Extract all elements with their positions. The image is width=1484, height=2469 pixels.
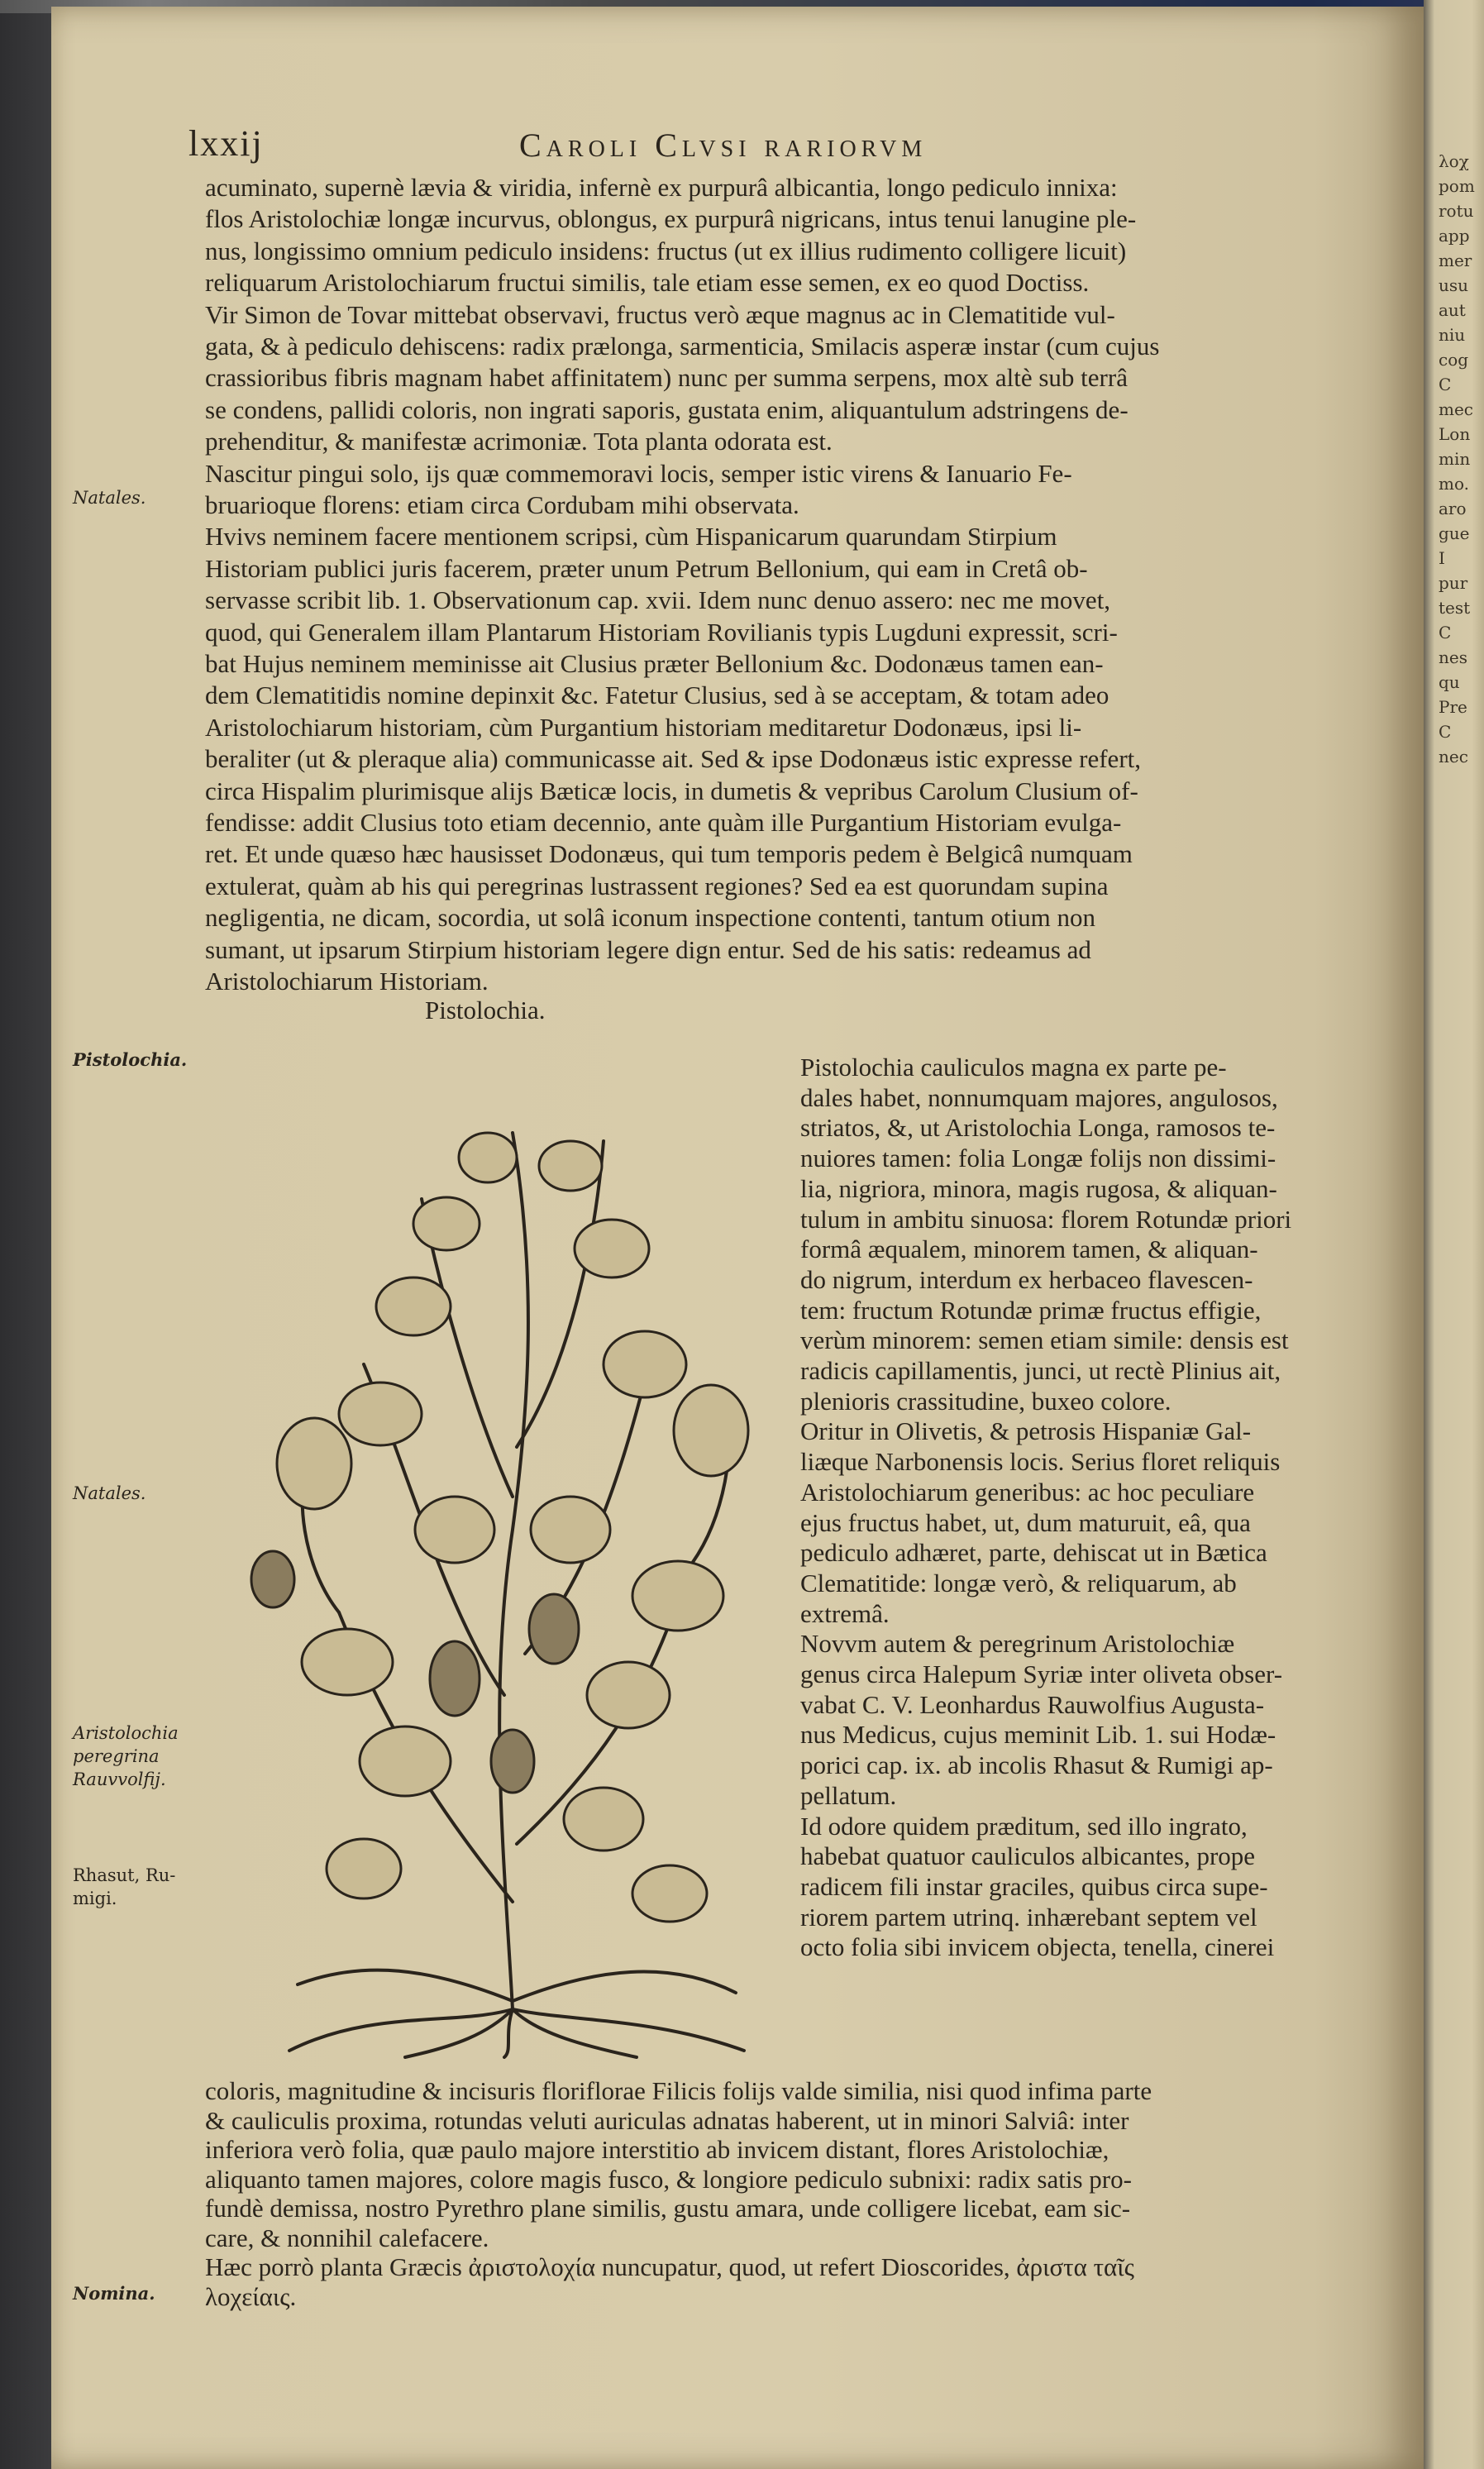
facing-page-fragment: Lon	[1439, 424, 1471, 444]
facing-page-fragment: C	[1439, 623, 1452, 642]
facing-page-fragment: pur	[1439, 573, 1468, 593]
margin-note-pistolochia: Pistolochia.	[73, 1049, 188, 1070]
text-line: Oritur in Olivetis, & petrosis Hispaniæ Gal-	[800, 1416, 1252, 1446]
text-line: Novvm autem & peregrinum Aristolochiæ	[800, 1629, 1235, 1659]
text-line: & cauliculis proxima, rotundas veluti auriculas adnatas haberent, ut in minori Salviâ: inter	[205, 2105, 1129, 2135]
text-line: radicem fili instar graciles, quibus circa supe-	[800, 1871, 1268, 1901]
text-line: dales habet, nonnumquam majores, angulosos,	[800, 1082, 1278, 1112]
text-line: gata, & à pediculo dehiscens: radix prælonga, sarmenticia, Smilacis asperæ instar (cum cujus	[205, 332, 1160, 361]
facing-page-fragment: I	[1439, 548, 1445, 568]
text-line: genus circa Halepum Syriæ inter oliveta obser-	[800, 1660, 1283, 1688]
text-line: habebat quatuor cauliculos albicantes, prope	[800, 1841, 1256, 1871]
facing-page-fragment: gue	[1439, 523, 1470, 543]
text-line: Aristolochiarum Historiam.	[205, 967, 489, 996]
text-line: fendisse: addit Clusius toto etiam decennio, ante quàm ille Purgantium Historiam evulga-	[205, 808, 1122, 837]
margin-note-line: peregrina	[73, 1746, 160, 1766]
text-line: do nigrum, interdum ex herbaceo flavescen-	[800, 1264, 1253, 1294]
text-line: radicis capillamentis, junci, ut rectè Plinius ait,	[800, 1356, 1281, 1385]
facing-page-fragment: cog	[1439, 350, 1469, 370]
margin-note-line: Aristolochia	[73, 1723, 179, 1743]
facing-page-fragment: rotu	[1439, 201, 1474, 221]
facing-page-fragment: nec	[1439, 747, 1468, 766]
text-line: Aristolochiarum historiam, cùm Purgantium historiam meditaretur Dodonæus, ipsi li-	[205, 712, 1082, 742]
facing-page-fragment: usu	[1439, 275, 1469, 295]
text-line: acuminato, supernè lævia & viridia, infernè ex purpurâ albicantia, longo pediculo innixa:	[205, 173, 1118, 202]
text-line: nus Medicus, cujus meminit Lib. 1. sui Hodæ-	[800, 1720, 1276, 1750]
text-line: Pistolochia cauliculos magna ex parte pe-	[800, 1053, 1227, 1082]
text-line: porici cap. ix. ab incolis Rhasut & Rumigi ap-	[800, 1750, 1273, 1780]
facing-page-fragment: mer	[1439, 251, 1472, 270]
text-line: pellatum.	[800, 1780, 897, 1810]
facing-page-fragment: pom	[1439, 176, 1475, 196]
text-line: λοχείαις.	[205, 2281, 297, 2311]
text-line: care, & nonnihil calefacere.	[205, 2223, 489, 2252]
text-line: prehenditur, & manifestæ acrimoniæ. Tota planta odorata est.	[205, 427, 833, 456]
facing-page-fragment: aro	[1439, 499, 1467, 518]
facing-page-fragment: niu	[1439, 325, 1466, 345]
margin-note-natales: Natales.	[73, 488, 146, 508]
text-line: Historiam publici juris facerem, præter unum Petrum Bellonium, qui eam in Cretâ ob-	[205, 553, 1088, 583]
margin-note-line: migi.	[73, 1889, 117, 1908]
text-line: dem Clematitidis nomine depinxit &c. Fatetur Clusius, sed à se acceptam, & totam adeo	[205, 681, 1109, 710]
running-title: Caroli Clvsi rariorvm	[519, 127, 928, 164]
margin-note-line: Rauvvolfij.	[73, 1769, 166, 1789]
figure-caption: Pistolochia.	[425, 996, 546, 1024]
facing-page-fragment: Pre	[1439, 697, 1467, 717]
text-line: aliquanto tamen majores, colore magis fusco, & longiore pediculo subnixi: radix satis pro-	[205, 2164, 1132, 2194]
facing-page-fragment: min	[1439, 449, 1471, 469]
text-line: sumant, ut ipsarum Stirpium historiam legere dign entur. Sed de his satis: redeamus ad	[205, 934, 1091, 964]
text-line: octo folia sibi invicem objecta, tenella, cinerei	[800, 1932, 1275, 1962]
text-line: extremâ.	[800, 1598, 890, 1628]
text-line: bruarioque florens: etiam circa Cordubam mihi observata.	[205, 490, 799, 519]
facing-page-fragment: C	[1439, 722, 1452, 742]
text-line: Vir Simon de Tovar mittebat observavi, fructus verò æque magnus ac in Clematitide vul-	[205, 299, 1115, 329]
facing-page-fragment: mec	[1439, 399, 1474, 419]
text-line: verùm minorem: semen etiam simile: densis est	[800, 1325, 1289, 1355]
text-line: negligentia, ne dicam, socordia, ut solâ iconum inspectione contenti, tantum otium non	[205, 903, 1096, 933]
text-line: se condens, pallidi coloris, non ingrati saporis, gustata enim, aliquantulum adstringens de-	[205, 394, 1129, 424]
text-line: pediculo adhæret, parte, dehiscat ut in Bætica	[800, 1538, 1267, 1568]
text-line: ejus fructus habet, ut, dum maturuit, eâ, qua	[800, 1507, 1251, 1537]
margin-note-line: Rhasut, Ru-	[73, 1865, 176, 1885]
text-line: fundè demissa, nostro Pyrethro plane similis, gustu amara, unde colligere licebat, eam sic-	[205, 2194, 1131, 2223]
facing-page-fragment: test	[1439, 598, 1471, 618]
text-line: lia, nigriora, minora, magis rugosa, & aliquan-	[800, 1173, 1277, 1203]
text-line: tulum in ambitu sinuosa: florem Rotundæ priori	[800, 1204, 1292, 1234]
text-line: nuiores tamen: folia Longæ folijs non dissimi-	[800, 1144, 1276, 1173]
text-line: nus, longissimo omnium pediculo insidens: fructus (ut ex illius rudimento colligere licuit)	[205, 236, 1127, 265]
facing-page-fragment: mo.	[1439, 474, 1470, 494]
text-line: beraliter (ut & pleraque alia) communicasse ait. Sed & ipse Dodonæus istic expresse refert,	[205, 744, 1141, 774]
facing-page-fragment: aut	[1439, 300, 1466, 320]
text-line: servasse scribit lib. 1. Observationum cap. xvii. Idem nunc denuo assero: nec me movet,	[205, 585, 1111, 615]
text-line: Hæc porrò planta Græcis ἀριστολοχία nuncupatur, quod, ut refert Dioscorides, ἀριστα ταῖς	[205, 2252, 1134, 2281]
text-line: flos Aristolochiæ longæ incurvus, oblongus, ex purpurâ nigricans, intus tenui lanugine ple-	[205, 204, 1137, 234]
text-line: striatos, &, ut Aristolochia Longa, ramosos te-	[800, 1113, 1276, 1143]
text-line: circa Hispalim plurimisque alijs Bæticæ locis, in dumetis & vepribus Carolum Clusium of-	[205, 776, 1138, 805]
text-line: vabat C. V. Leonhardus Rauwolfius Augusta-	[800, 1689, 1265, 1719]
text-line: reliquarum Aristolochiarum fructui similis, tale etiam esse semen, ex eo quod Doctiss.	[205, 268, 1090, 298]
margin-note-aristolochia-peregrina	[73, 1722, 179, 1791]
facing-page-fragment: nes	[1439, 647, 1467, 667]
facing-page-fragment: C	[1439, 375, 1452, 394]
margin-note-nomina: Nomina.	[73, 2283, 155, 2304]
text-line: tem: fructum Rotundæ primæ fructus effigie,	[800, 1295, 1262, 1325]
margin-note-natales-2: Natales.	[73, 1483, 146, 1503]
page-number: lxxij	[188, 123, 264, 164]
text-line: liæque Narbonensis locis. Serius floret reliquis	[800, 1447, 1281, 1477]
pistolochia-woodcut-illustration	[240, 1034, 769, 2059]
text-line: bat Hujus neminem meminisse ait Clusius præter Bellonium &c. Dodonæus tamen ean-	[205, 649, 1104, 678]
facing-page-fragment: app	[1439, 226, 1470, 246]
text-line: ret. Et unde quæso hæc hausisset Dodonæus, qui tum temporis pedem è Belgicâ numquam	[205, 839, 1133, 869]
text-line: Clematitide: longæ verò, & reliquarum, ab	[800, 1568, 1237, 1597]
text-line: extulerat, quàm ab his qui peregrinas lustrassent regiones? Sed ea est quorundam supina	[205, 871, 1109, 900]
text-line: crassioribus fibris magnam habet affinitatem) nunc per summa serpens, mox altè sub terrâ	[205, 363, 1128, 393]
text-line: Id odore quidem præditum, sed illo ingrato,	[800, 1811, 1248, 1841]
facing-page-fragment: λοχ	[1439, 151, 1469, 171]
margin-note-rhasut	[73, 1864, 175, 1910]
facing-page-fragment: qu	[1439, 672, 1460, 692]
running-head	[188, 122, 1379, 172]
text-line: inferiora verò folia, quæ paulo majore interstitio ab invicem distant, flores Aristolochiæ,	[205, 2135, 1109, 2164]
text-line: riorem partem utrinq. inhærebant septem vel	[800, 1902, 1257, 1932]
text-line: Aristolochiarum generibus: ac hoc peculiare	[800, 1477, 1255, 1507]
text-line: Hvivs neminem facere mentionem scripsi, cùm Hispanicarum quarundam Stirpium	[205, 522, 1057, 552]
text-line: Nascitur pingui solo, ijs quæ commemoravi locis, semper istic virens & Ianuario Fe-	[205, 458, 1072, 488]
text-line: quod, qui Generalem illam Plantarum Historiam Rovilianis typis Lugduni expressit, scri-	[205, 617, 1118, 647]
facing-page-fragments	[1439, 149, 1484, 769]
text-line: coloris, magnitudine & incisuris floriflorae Filicis folijs valde similia, nisi quod infima parte	[205, 2076, 1152, 2105]
text-line: plenioris crassitudine, buxeo colore.	[800, 1386, 1171, 1416]
text-line: formâ æqualem, minorem tamen, & aliquan-	[800, 1234, 1258, 1264]
